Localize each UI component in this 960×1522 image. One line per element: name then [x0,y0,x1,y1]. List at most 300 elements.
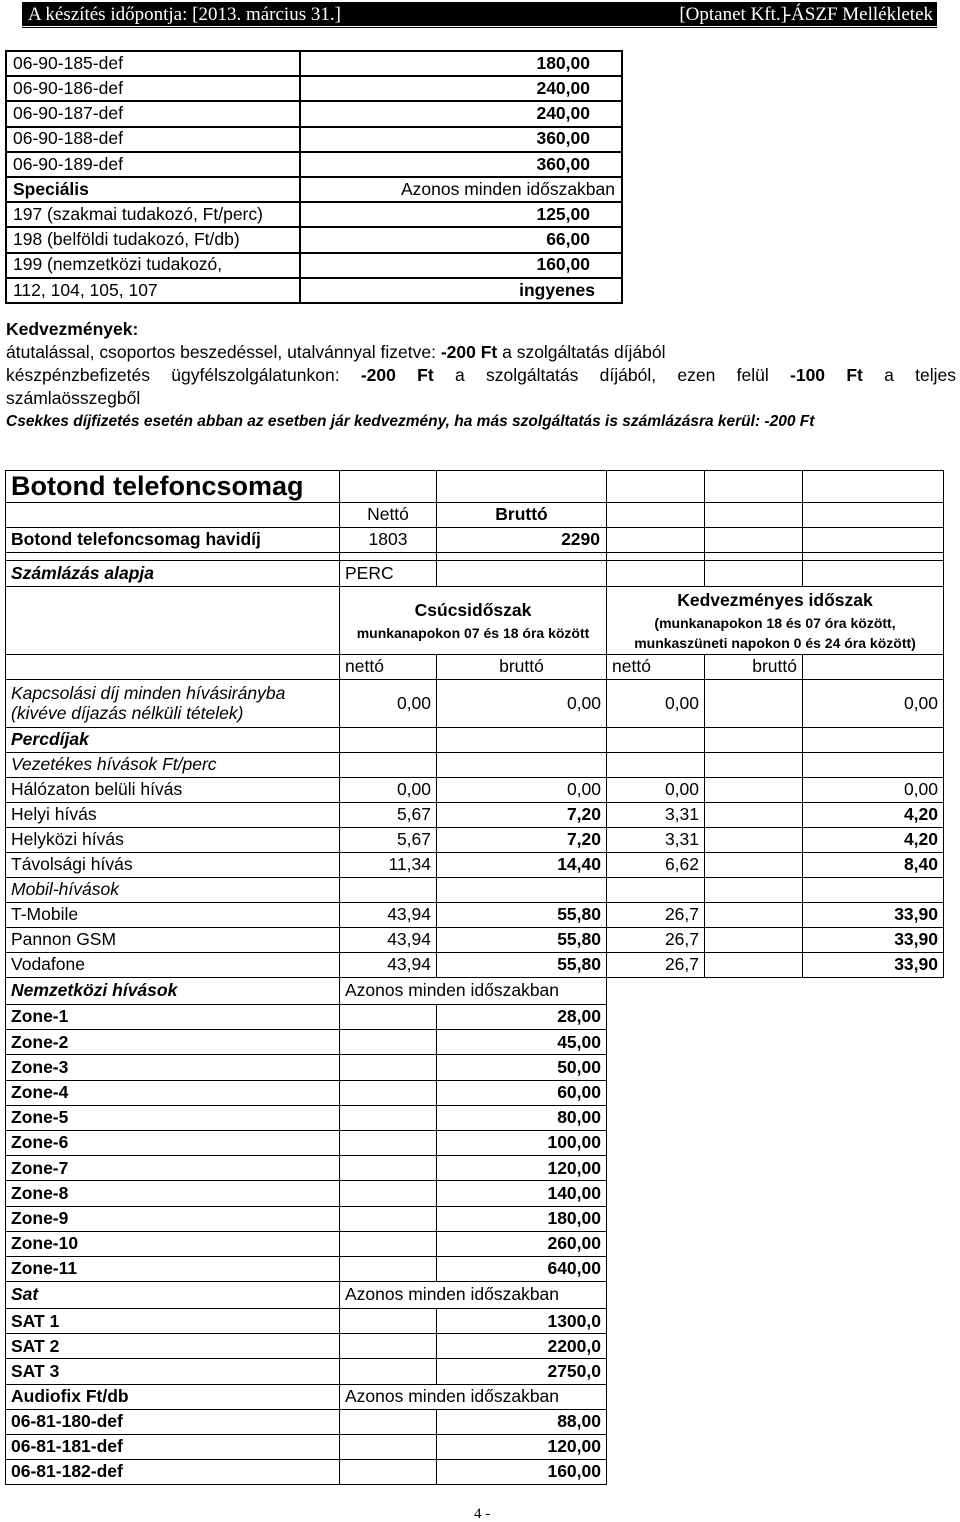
table-cell: 43,94 [340,928,437,953]
table-cell [340,1080,437,1105]
table-cell [6,503,340,528]
same-all-note: Azonos minden időszakban [340,1282,607,1309]
table-cell: 0,00 [607,778,705,803]
table-cell [803,978,944,1005]
table-cell [803,1005,944,1030]
rate-value: 160,00 [437,1460,607,1485]
rate-label: Zone-11 [6,1256,340,1281]
peak-header: Csúcsidőszak munkanapokon 07 és 18 óra között [340,587,607,655]
rate-label: 06-90-188-def [6,127,300,152]
rate-value: 80,00 [437,1105,607,1130]
table-cell [607,1282,705,1309]
table-cell [705,1030,803,1055]
table-cell [803,553,944,561]
table-cell [6,587,340,655]
mobile-title: Mobil-hívások [6,878,340,903]
table-cell [340,1105,437,1130]
table-cell [705,1460,803,1485]
table-cell [803,528,944,553]
table-cell [607,471,705,503]
table-cell [705,1156,803,1181]
table-cell [705,1181,803,1206]
table-cell: 0,00 [340,680,437,728]
table-cell [607,1055,705,1080]
table-cell [437,471,607,503]
table-row [6,828,944,853]
table-cell [607,503,705,528]
table-row [6,803,944,828]
table-cell: 0,00 [803,778,944,803]
rate-label: SAT 3 [6,1359,340,1384]
table-cell [340,1334,437,1359]
table-row [6,1460,944,1485]
discount-line-1: átutalással, csoportos beszedéssel, utalvánnyal fizetve: -200 Ft a szolgáltatás díjából [6,342,666,362]
table-cell [340,1231,437,1256]
table-cell [340,753,437,778]
table-cell [705,853,803,878]
table-cell [607,1181,705,1206]
rate-label: Zone-6 [6,1130,340,1155]
table-cell [437,553,607,561]
table-cell [803,1080,944,1105]
table-cell [803,655,944,680]
table-cell: 7,20 [437,803,607,828]
table-cell: 55,80 [437,953,607,978]
table-cell [705,1434,803,1459]
table-row [6,728,944,753]
table-cell [803,1282,944,1309]
table-cell [705,1359,803,1384]
table-row [6,1181,944,1206]
table-row [6,561,944,587]
table-row [6,1334,944,1359]
rate-label: Zone-8 [6,1181,340,1206]
table-cell [803,1105,944,1130]
table-row [6,1030,944,1055]
table-row [6,778,944,803]
table-cell [803,1359,944,1384]
package-title-row [6,471,944,503]
table-cell: 26,7 [607,928,705,953]
table-cell: 26,7 [607,903,705,928]
table-cell [607,878,705,903]
table-cell [607,1206,705,1231]
table-cell [340,728,437,753]
rate-label: 197 (szakmai tudakozó, Ft/perc) [6,202,300,227]
table-cell [705,1231,803,1256]
table-row [6,680,944,728]
table-cell [803,728,944,753]
page-number: 4 - [474,1506,491,1522]
table-cell [437,878,607,903]
rate-label: Zone-7 [6,1156,340,1181]
table-cell: 11,34 [340,853,437,878]
table-cell [607,1156,705,1181]
table-cell: 0,00 [437,680,607,728]
table-cell [607,1334,705,1359]
table-cell [607,978,705,1005]
rate-label: Zone-5 [6,1105,340,1130]
rate-label: Zone-10 [6,1231,340,1256]
fixed-title: Vezetékes hívások Ft/perc [6,753,340,778]
rate-label: Vodafone [6,953,340,978]
table-row [6,1409,944,1434]
rate-value: 240,00 [300,101,622,126]
table-row [6,928,944,953]
table-cell [340,1030,437,1055]
table-row [6,1156,944,1181]
table-cell: 43,94 [340,903,437,928]
table-cell [705,1206,803,1231]
discount-line-2: készpénzbefizetés ügyfélszolgálatunkon: -200 Ft a szolgáltatás díjából, ezen felül -100 Ft a teljes [6,365,956,385]
table-row [6,1384,944,1409]
rate-row [6,51,622,76]
table-cell [340,1460,437,1485]
rate-row [6,152,622,177]
rate-row [6,127,622,152]
table-cell: 6,62 [607,853,705,878]
offpeak-header: Kedvezményes időszak (munkanapokon 18 és 07 óra között, munkaszüneti napokon 0 és 24 óra között) [607,587,944,655]
table-cell [607,1359,705,1384]
table-cell [803,1181,944,1206]
table-cell [803,1055,944,1080]
table-cell [6,655,340,680]
rate-label: Pannon GSM [6,928,340,953]
rate-value: 160,00 [300,253,622,278]
table-cell [607,1409,705,1434]
page-header [22,2,937,28]
discounts-title: Kedvezmények: [6,319,139,339]
rate-value: 1300,0 [437,1309,607,1334]
table-cell [607,1105,705,1130]
table-cell [607,753,705,778]
table-cell [803,1130,944,1155]
rate-label: Speciális [6,177,300,202]
table-cell: 26,7 [607,953,705,978]
table-cell [340,1359,437,1384]
table-row [6,1256,944,1281]
table-cell [607,1460,705,1485]
table-row [6,1359,944,1384]
table-cell [705,978,803,1005]
table-cell: 55,80 [437,928,607,953]
table-cell [705,1409,803,1434]
table-cell [803,1231,944,1256]
col-brutto-label: bruttó [437,655,607,680]
table-cell [803,1030,944,1055]
table-row [6,1055,944,1080]
table-row [6,503,944,528]
table-row [6,1105,944,1130]
rate-value: 88,00 [437,1409,607,1434]
table-cell [705,828,803,853]
table-cell [803,1460,944,1485]
rate-label: 199 (nemzetközi tudakozó, [6,253,300,278]
rate-value: 2200,0 [437,1334,607,1359]
table-cell [607,1130,705,1155]
rate-row [6,76,622,101]
table-cell [705,903,803,928]
rate-row [6,202,622,227]
rate-label: Helyközi hívás [6,828,340,853]
rate-label: 06-90-189-def [6,152,300,177]
table-row [6,878,944,903]
table-cell [803,1434,944,1459]
same-all-note: Azonos minden időszakban [340,978,607,1005]
table-cell [340,1055,437,1080]
table-cell [803,753,944,778]
rate-value: 66,00 [300,227,622,252]
table-row [6,1309,944,1334]
rate-row [6,253,622,278]
table-cell [607,728,705,753]
table-cell [705,528,803,553]
discounts-section [6,318,956,433]
table-row [6,953,944,978]
table-cell [607,1030,705,1055]
monthly-brutto: 2290 [437,528,607,553]
table-cell [607,528,705,553]
table-cell [607,561,705,587]
rate-label: 06-81-181-def [6,1434,340,1459]
table-cell [705,803,803,828]
table-cell [705,1055,803,1080]
table-row [6,1080,944,1105]
same-all-note: Azonos minden időszakban [340,1384,607,1409]
table-cell [705,471,803,503]
rate-label: Zone-9 [6,1206,340,1231]
col-netto-label: nettó [607,655,705,680]
header-company: [Optanet Kft.] [679,4,787,25]
table-row [6,1282,944,1309]
table-cell [705,1384,803,1409]
table-cell [607,1309,705,1334]
rate-label: Hálózaton belüli hívás [6,778,340,803]
billing-value: PERC [340,561,437,587]
rate-value: ingyenes [300,278,622,303]
table-row [6,587,944,655]
table-cell [705,878,803,903]
rate-value: 360,00 [300,152,622,177]
table-cell [340,471,437,503]
table-cell [705,1282,803,1309]
table-cell [803,503,944,528]
table-cell: 5,67 [340,828,437,853]
table-row [6,853,944,878]
table-cell [705,753,803,778]
table-cell: 0,00 [803,680,944,728]
table-cell [803,1256,944,1281]
table-cell [803,1156,944,1181]
table-cell [705,778,803,803]
table-cell [705,503,803,528]
table-cell [437,753,607,778]
rate-value: 120,00 [437,1156,607,1181]
package-title: Botond telefoncsomag [6,471,340,503]
rate-value: 125,00 [300,202,622,227]
rate-value: 2750,0 [437,1359,607,1384]
rate-value: 28,00 [437,1005,607,1030]
table-cell: 0,00 [437,778,607,803]
rate-label: T-Mobile [6,903,340,928]
table-cell [803,1334,944,1359]
rate-value: 640,00 [437,1256,607,1281]
table-cell [607,1434,705,1459]
table-cell [340,1181,437,1206]
rate-value: 140,00 [437,1181,607,1206]
table-row [6,1005,944,1030]
table-cell [705,953,803,978]
table-cell [705,1080,803,1105]
col-netto-label: nettó [340,655,437,680]
table-cell [705,1105,803,1130]
table-cell: 5,67 [340,803,437,828]
table-cell: 14,40 [437,853,607,878]
table-cell: 0,00 [340,778,437,803]
table-cell [6,553,340,561]
table-cell [803,1206,944,1231]
table-row [6,903,944,928]
discount-line-3: számlaösszegből [6,388,141,408]
table-cell [705,1309,803,1334]
table-cell [803,561,944,587]
rate-label: Távolsági hívás [6,853,340,878]
table-cell [705,728,803,753]
monthly-fee-label: Botond telefoncsomag havidíj [6,528,340,553]
table-cell: 4,20 [803,828,944,853]
top-rate-table [5,50,623,304]
billing-label: Számlázás alapja [6,561,340,587]
table-cell [340,553,437,561]
rate-label: 112, 104, 105, 107 [6,278,300,303]
rate-value: 50,00 [437,1055,607,1080]
col-netto: Nettó [340,503,437,528]
rate-value: 180,00 [300,51,622,76]
rate-value: 260,00 [437,1231,607,1256]
table-cell: 33,90 [803,903,944,928]
discount-line-4: Csekkes díjfizetés esetén abban az esetben jár kedvezmény, ha más szolgáltatás is számlázásra kerül: -200 Ft [6,413,815,430]
sat-title: Sat [6,1282,340,1309]
table-cell [607,1231,705,1256]
rate-row [6,227,622,252]
table-row [6,1434,944,1459]
intl-title: Nemzetközi hívások [6,978,340,1005]
rate-label: Zone-2 [6,1030,340,1055]
table-cell [803,1309,944,1334]
rate-value: 240,00 [300,76,622,101]
rate-value: 60,00 [437,1080,607,1105]
rate-label: SAT 1 [6,1309,340,1334]
rate-row [6,177,622,202]
table-cell [705,680,803,728]
table-cell: 4,20 [803,803,944,828]
table-cell [803,1384,944,1409]
table-cell [437,728,607,753]
table-cell [705,1334,803,1359]
table-row [6,553,944,561]
rate-label: 06-90-185-def [6,51,300,76]
rate-label: SAT 2 [6,1334,340,1359]
audio-title: Audiofix Ft/db [6,1384,340,1409]
table-cell [340,1309,437,1334]
table-cell [705,1005,803,1030]
rate-value: 100,00 [437,1130,607,1155]
table-cell [340,1409,437,1434]
table-cell [340,1156,437,1181]
package-table [5,470,944,1485]
table-cell [340,1130,437,1155]
header-date: A készítés időpontja: [2013. március 31.] [28,4,341,25]
col-brutto: Bruttó [437,503,607,528]
rate-label: 06-81-180-def [6,1409,340,1434]
table-cell: 3,31 [607,828,705,853]
table-cell [607,1256,705,1281]
col-brutto-label: bruttó [705,655,803,680]
rate-label: 06-90-186-def [6,76,300,101]
table-cell [340,1005,437,1030]
table-row [6,1130,944,1155]
table-row [6,753,944,778]
table-row [6,1231,944,1256]
rate-label: Helyi hívás [6,803,340,828]
percdijak-label: Percdíjak [6,728,340,753]
table-cell: 0,00 [607,680,705,728]
table-cell [607,1080,705,1105]
header-doc-title: -ÁSZF Mellékletek [784,4,933,25]
table-cell: 33,90 [803,928,944,953]
rate-value: 180,00 [437,1206,607,1231]
table-cell [340,1434,437,1459]
rate-value: 45,00 [437,1030,607,1055]
rate-row [6,101,622,126]
table-cell: 7,20 [437,828,607,853]
rate-value: 120,00 [437,1434,607,1459]
rate-label: 198 (belföldi tudakozó, Ft/db) [6,227,300,252]
table-cell: 33,90 [803,953,944,978]
rate-label: Zone-4 [6,1080,340,1105]
table-cell [340,1256,437,1281]
rate-label: 06-90-187-def [6,101,300,126]
table-cell [705,928,803,953]
table-cell [803,1409,944,1434]
table-cell [705,1130,803,1155]
table-cell: 55,80 [437,903,607,928]
table-cell [803,878,944,903]
table-cell: 43,94 [340,953,437,978]
connect-label: Kapcsolási díj minden hívásirányba (kivéve díjazás nélküli tételek) [6,680,340,728]
table-cell: 3,31 [607,803,705,828]
table-cell [340,1206,437,1231]
rate-label: 06-81-182-def [6,1460,340,1485]
rate-row [6,278,622,303]
table-row [6,1206,944,1231]
table-cell [705,1256,803,1281]
table-cell [340,878,437,903]
table-cell [705,553,803,561]
table-cell [437,561,607,587]
rate-value: 360,00 [300,127,622,152]
table-cell [607,1384,705,1409]
table-cell [607,1005,705,1030]
table-cell [803,471,944,503]
table-cell [705,561,803,587]
table-row [6,655,944,680]
table-cell [607,553,705,561]
rate-value: Azonos minden időszakban [300,177,622,202]
table-row [6,978,944,1005]
monthly-netto: 1803 [340,528,437,553]
rate-label: Zone-1 [6,1005,340,1030]
